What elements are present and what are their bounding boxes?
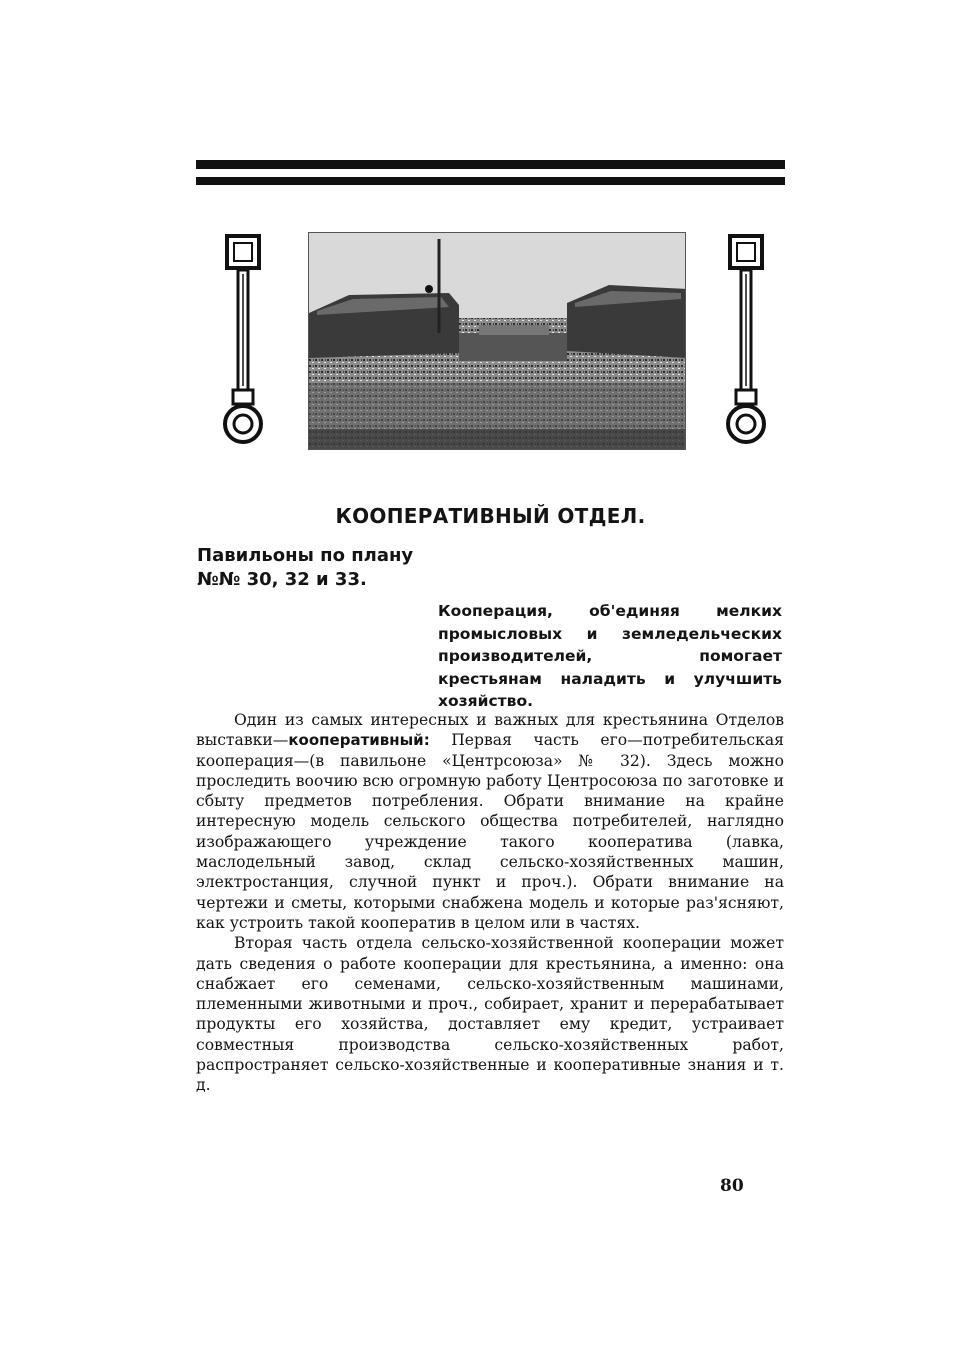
paragraph-1	[196, 710, 784, 933]
pavilion-subheading	[197, 544, 413, 592]
header-rule-top	[196, 160, 785, 169]
paragraph-2: Вторая часть отдела сельско-хозяйственной кооперации может дать сведения о работе кооперации для крестьянина, а именно: она снабжает его семенами, сельско-хозяйственным машинами, племенными животными и проч., собирает, хранит и перерабатывает продукты его хозяйства, доставляет ему кредит, устраивает совместныя производства сельско-хозяйственных работ, распространяет сельско-хозяйственные и кооперативные знания и т. д.	[196, 934, 784, 1095]
section-heading: КООПЕРАТИВНЫЙ ОТДЕЛ.	[335, 504, 646, 528]
paragraph-1-bold-term: кооперативный:	[288, 731, 430, 750]
subheading-line-2: №№ 30, 32 и 33.	[197, 569, 367, 590]
subheading-line-1: Павильоны по плану	[197, 545, 414, 566]
paragraph-1-start: Один из самых интересных и важных для крестьянина Отделов выставки—	[196, 711, 784, 750]
body-text	[196, 710, 784, 1096]
pavilion-photo	[308, 232, 686, 450]
epigraph: Кооперация, об'единяя мелких промысловых и земледельческих производителей, помогает крестьянам наладить и улучшить хозяйство.	[438, 602, 782, 711]
paragraph-1-rest: Первая часть его—потребительская кооперация—(в павильоне «Центрсоюза» № 32). Здесь можно проследить воочию всю огромную работу Центросоюза по заготовке и сбыту предметов потребления. Обрати внимание на крайне интересную модель сельского общества потребителей, наглядно изображающего учреждение такого кооператива (лавка, маслодельный завод, склад сельско-хозяйственных машин, электростанция, случной пункт и проч.). Обрати внимание на чертежи и сметы, которыми снабжена модель и которые раз'ясняют, как устроить такой кооператив в целом или в частях.	[196, 731, 784, 932]
key-ornament-right-icon	[724, 234, 768, 446]
key-ornament-left-icon	[221, 234, 265, 446]
header-rule-bottom	[196, 177, 785, 185]
page-number: 80	[720, 1176, 744, 1196]
